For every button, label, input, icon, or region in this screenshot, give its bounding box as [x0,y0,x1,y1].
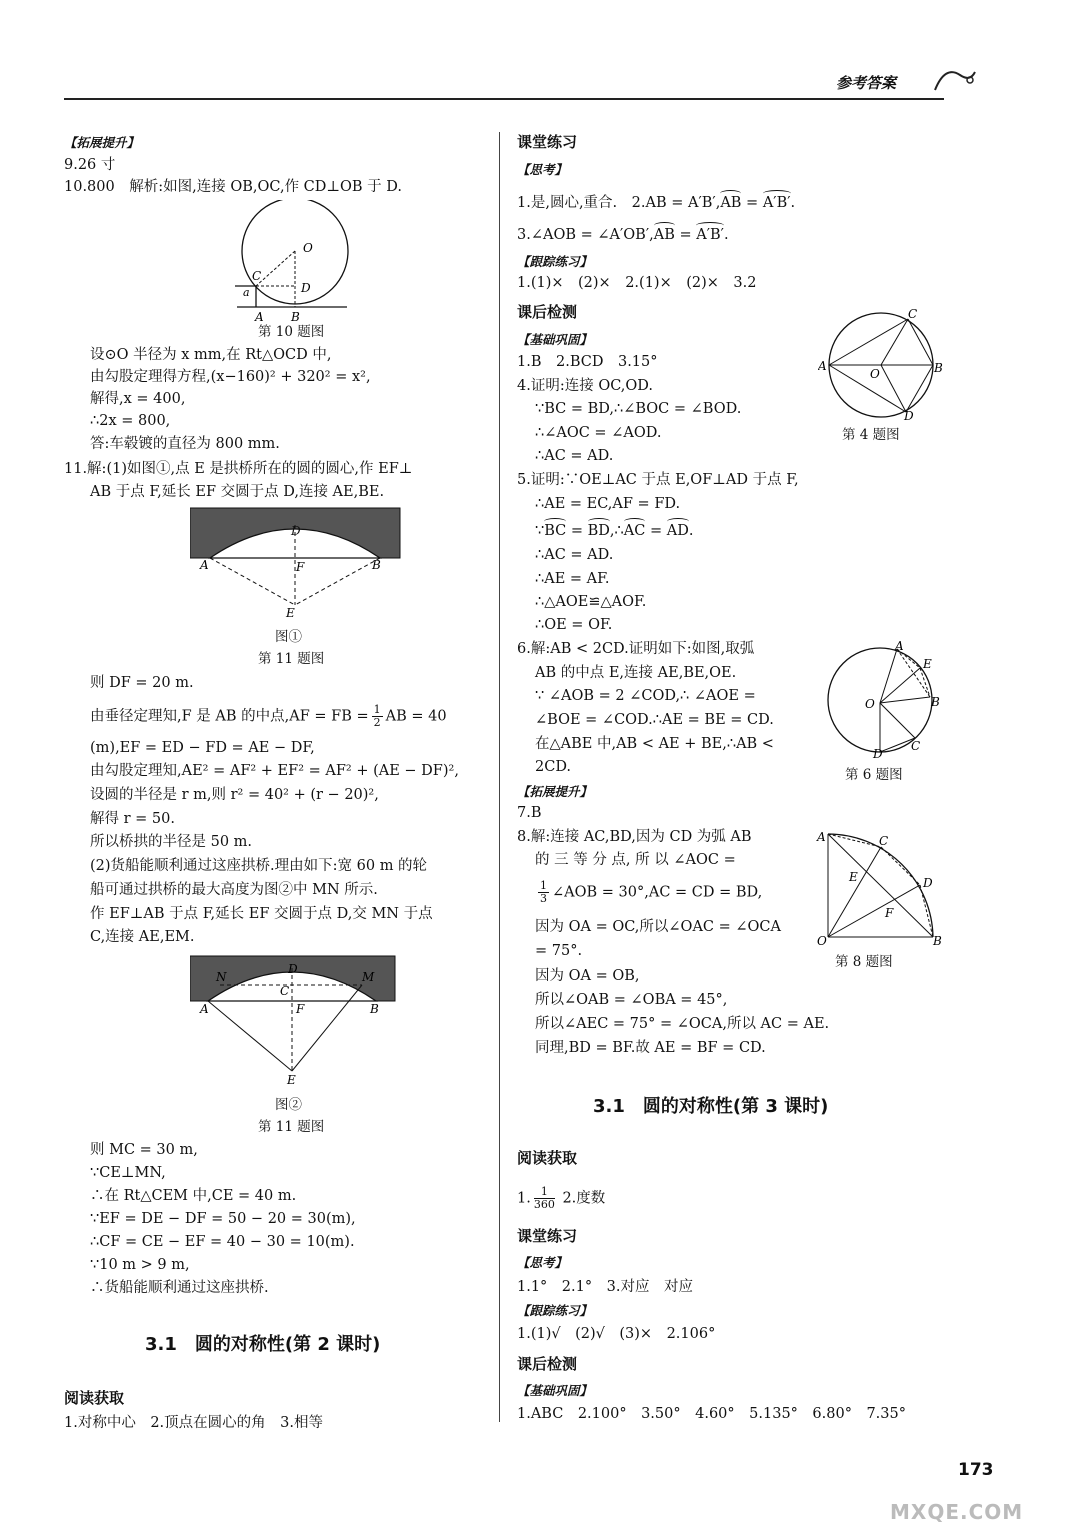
figure-caption: 第 8 题图 [835,954,893,970]
figure-caption: 第 10 题图 [258,324,325,340]
figure-11-1 [190,505,410,620]
answer-line: ∴CF = CE − EF = 40 − 30 = 10(m). [90,1234,355,1250]
answer-line: 9.26 寸 [64,157,116,173]
answer-line: 10.800 解析:如图,连接 OB,OC,作 CD⊥OB 于 D. [64,179,403,195]
answer-line: 因为 OA = OB, [535,968,640,984]
answer-line: 设⊙O 半径为 x mm,在 Rt△OCD 中, [90,347,332,363]
svg-text:B: B [372,558,381,572]
tag-follow: 【跟踪练习】 [517,254,593,269]
header-label: 参考答案 [836,74,897,92]
answer-line: ∵EF = DE − DF = 50 − 20 = 30(m), [90,1211,356,1227]
svg-text:D: D [904,409,914,423]
answer-line: 解得,x = 400, [90,391,186,407]
tag-think: 【思考】 [517,162,568,177]
subsection-heading: 阅读获取 [64,1389,125,1407]
answer-line: ∴AE = AF. [535,571,610,587]
answer-line: 6.解:AB < 2CD.证明如下:如图,取弧 [517,641,755,657]
svg-text:B: B [933,934,942,947]
answer-line: 在△ABE 中,AB < AE + BE,∴AB < [535,736,774,752]
svg-text:C: C [252,269,262,283]
answer-line: 1.是,圆心,重合. 2.AB = A′B′,AB = A′B′. [517,195,796,211]
answer-line: ∠BOE = ∠COD.∴AE = BE = CD. [535,712,774,728]
answer-line: 1.(1)√ (2)√ (3)× 2.106° [517,1326,716,1342]
answer-line: ∵10 m > 9 m, [90,1257,190,1273]
svg-text:D: D [873,747,883,758]
answer-line: ∴AC = AD. [535,547,614,563]
figure-11-2 [190,953,410,1088]
answer-line: ∴货船能顺利通过这座拱桥. [90,1280,269,1296]
answer-line: AB 于点 F,延长 EF 交圆于点 D,连接 AE,BE. [90,484,385,500]
figure-caption: 第 11 题图 [258,1119,325,1135]
answer-line: 所以桥拱的半径是 50 m. [90,834,253,850]
svg-text:C: C [280,984,290,998]
subsection-heading: 课堂练习 [517,1227,578,1245]
subsection-heading: 课堂练习 [517,133,578,151]
svg-text:C: C [879,834,889,848]
tag-think: 【思考】 [517,1255,568,1270]
svg-text:F: F [296,1002,305,1016]
answer-line: 答:车毂镀的直径为 800 mm. [90,436,280,452]
svg-text:E: E [923,657,932,671]
figure-8 [815,825,945,947]
answer-line: 设圆的半径是 r m,则 r² = 40² + (r − 20)², [90,787,379,803]
svg-text:M: M [362,970,375,984]
answer-line: 11.解:(1)如图①,点 E 是拱桥所在的圆的圆心,作 EF⊥ [64,461,413,477]
answer-line: 解得 r = 50. [90,811,175,827]
svg-text:B: B [934,361,943,375]
svg-text:F: F [296,560,305,574]
svg-text:B: B [291,310,300,324]
answer-line: 1.对称中心 2.顶点在圆心的角 3.相等 [64,1415,324,1431]
svg-text:A: A [200,1002,209,1016]
tag-basic: 【基础巩固】 [517,1383,593,1398]
svg-text:A: A [255,310,264,324]
figure-sub-caption: 图② [275,1097,302,1113]
tag-basic: 【基础巩固】 [517,332,593,347]
answer-line: ∵ ∠AOB = 2 ∠COD,∴ ∠AOE = [535,688,756,704]
answer-line: 4.证明:连接 OC,OD. [517,378,654,394]
answer-line: $\frac{1}{3}$ ∠AOB = 30°,AC = CD = BD, [540,879,763,905]
answer-line: 1.B 2.BCD 3.15° [517,354,658,370]
svg-text:O: O [303,241,313,255]
tag-follow: 【跟踪练习】 [517,1303,593,1318]
answer-line: ∴2x = 800, [90,413,171,429]
answer-line: ∴OE = OF. [535,617,613,633]
svg-text:O: O [865,697,875,711]
answer-line: 船可通过拱桥的最大高度为图②中 MN 所示. [90,882,378,898]
svg-text:B: B [370,1002,379,1016]
svg-text:A: A [817,830,826,844]
answer-line: 的 三 等 分 点, 所 以 ∠AOC = [535,852,736,868]
answer-line: 因为 OA = OC,所以∠OAC = ∠OCA [535,919,781,935]
fraction-1-360: $\frac{1}{360}$ [533,1185,555,1211]
svg-text:D: D [291,524,301,538]
figure-caption: 第 6 题图 [845,767,903,783]
figure-6 [825,640,950,758]
svg-text:C: C [911,739,921,753]
answer-line: ∵BC = BD,∴∠BOC = ∠BOD. [535,401,742,417]
svg-text:D: D [301,281,311,295]
answer-line: 由勾股定理知,AE² = AF² + EF² = AF² + (AE − DF)², [90,763,459,779]
answer-line: ∵BC = BD,∴AC = AD. [535,523,694,539]
svg-text:A: A [818,359,827,373]
answer-line: 1.1° 2.1° 3.对应 对应 [517,1279,693,1295]
figure-caption: 第 11 题图 [258,651,325,667]
section-title: 3.1 圆的对称性(第 2 课时) [145,1334,381,1355]
answer-line: C,连接 AE,EM. [90,929,195,945]
fraction-half: $\frac{1}{2}$ [373,703,381,729]
section-title: 3.1 圆的对称性(第 3 课时) [593,1096,829,1117]
answer-line: ∴AE = EC,AF = FD. [535,496,681,512]
page-number: 173 [958,1460,994,1480]
figure-10 [225,200,365,325]
answer-line: 3.∠AOB = ∠A′OB′,AB = A′B′. [517,227,729,243]
answer-line: ∴△AOE≌△AOF. [535,594,647,610]
answer-line: 8.解:连接 AC,BD,因为 CD 为弧 AB [517,829,752,845]
watermark: MXQE.COM [890,1500,1024,1524]
answer-line: = 75°. [535,943,583,959]
answer-line: 由垂径定理知,F 是 AB 的中点,AF = FB = $\frac{1}{2}$ AB = 40 [90,703,447,729]
answer-line: 1. $\frac{1}{360}$ 2.度数 [517,1185,606,1211]
svg-text:D: D [923,876,933,890]
answer-line: ∴AC = AD. [535,448,614,464]
answer-line: 所以∠OAB = ∠OBA = 45°, [535,992,728,1008]
column-divider [499,132,500,1422]
svg-text:N: N [216,970,227,984]
answer-line: 作 EF⊥AB 于点 F,延长 EF 交圆于点 D,交 MN 于点 [90,906,433,922]
svg-text:F: F [885,906,894,920]
answer-line: 7.B [517,805,542,821]
svg-text:B: B [931,695,940,709]
svg-text:A: A [200,558,209,572]
answer-line: 2CD. [535,759,572,775]
answer-line: 1.(1)× (2)× 2.(1)× (2)× 3.2 [517,275,757,291]
answer-line: 则 MC = 30 m, [90,1142,198,1158]
svg-text:a: a [243,286,250,299]
svg-text:E: E [849,870,858,884]
svg-text:A: A [895,640,904,653]
svg-text:O: O [870,367,880,381]
answer-line: 同理,BD = BF.故 AE = BF = CD. [535,1040,766,1056]
svg-text:O: O [817,934,827,947]
answer-line: 所以∠AEC = 75° = ∠OCA,所以 AC = AE. [535,1016,830,1032]
header-rule [64,98,944,100]
answer-line: 1.ABC 2.100° 3.50° 4.60° 5.135° 6.80° 7.35° [517,1406,906,1422]
figure-sub-caption: 图① [275,629,302,645]
answer-line: 5.证明:∵OE⊥AC 于点 E,OF⊥AD 于点 F, [517,472,799,488]
answer-line: ∴在 Rt△CEM 中,CE = 40 m. [90,1188,297,1204]
answer-line: AB 的中点 E,连接 AE,BE,OE. [535,665,737,681]
fraction-third: $\frac{1}{3}$ [540,879,547,905]
answer-line: ∵CE⊥MN, [90,1165,166,1181]
svg-text:E: E [286,606,295,620]
svg-text:D: D [288,962,298,976]
subsection-heading: 课后检测 [517,303,578,321]
subsection-heading: 阅读获取 [517,1149,578,1167]
answer-line: (m),EF = ED − FD = AE − DF, [90,740,315,756]
answer-line: 则 DF = 20 m. [90,675,194,691]
tag-extension: 【拓展提升】 [64,135,140,150]
header-swirl-icon [930,60,980,100]
svg-text:C: C [908,307,918,321]
tag-extension: 【拓展提升】 [517,784,593,799]
figure-caption: 第 4 题图 [842,427,900,443]
answer-line: 由勾股定理得方程,(x−160)² + 320² = x², [90,369,371,385]
answer-line: ∴∠AOC = ∠AOD. [535,425,662,441]
svg-text:E: E [287,1073,296,1087]
answer-line: (2)货船能顺利通过这座拱桥.理由如下:宽 60 m 的轮 [90,858,428,874]
figure-4 [818,302,948,424]
subsection-heading: 课后检测 [517,1355,578,1373]
